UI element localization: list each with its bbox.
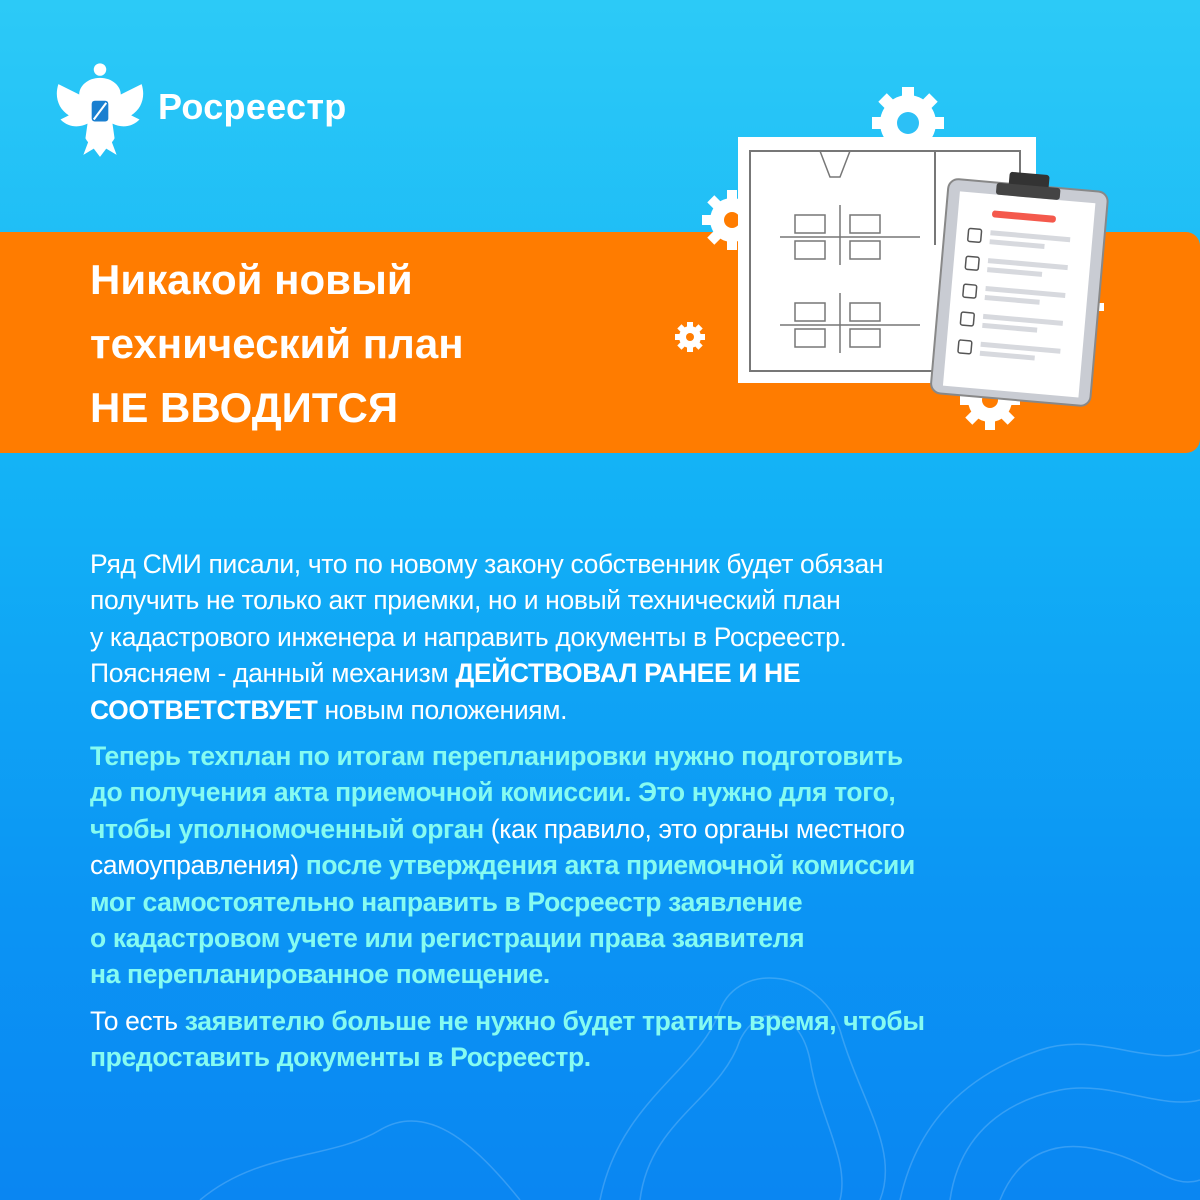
- text-line: [90, 847, 1130, 883]
- text-segment: Поясняем - данный механизм: [90, 658, 456, 689]
- text-line: [90, 692, 1130, 728]
- text-line: до получения акта приемочной комиссии. Это нужно для того,: [90, 777, 896, 808]
- text-line: у кадастрового инженера и направить документы в Росреестр.: [90, 621, 847, 652]
- text-line: получить не только акт приемки, но и новый технический план: [90, 585, 841, 616]
- highlight-segment: заявителю больше не нужно будет тратить время, чтобы: [184, 1005, 925, 1036]
- bold-segment: СООТВЕТСТВУЕТ: [90, 694, 318, 725]
- text-line: на перепланированное помещение.: [90, 959, 550, 990]
- text-segment: (как правило, это органы местного: [483, 813, 905, 844]
- floor-plan-illustration: [670, 85, 1120, 435]
- headline-line: технический план: [90, 320, 464, 367]
- text-line: [90, 811, 1130, 847]
- paragraph-1: [90, 546, 1130, 728]
- text-segment: самоуправления): [90, 850, 299, 881]
- headline: [90, 248, 464, 440]
- paragraph-2: [90, 738, 1130, 993]
- paragraph-3: [90, 1003, 1130, 1076]
- headline-line: НЕ ВВОДИТСЯ: [90, 384, 399, 431]
- text-line: мог самостоятельно направить в Росреестр заявление: [90, 886, 803, 917]
- headline-line: Никакой новый: [90, 256, 413, 303]
- text-line: о кадастровом учете или регистрации права заявителя: [90, 923, 805, 954]
- text-line: Теперь техплан по итогам перепланировки нужно подготовить: [90, 741, 903, 772]
- bold-segment: ДЕЙСТВОВАЛ РАНЕЕ И НЕ: [455, 658, 801, 689]
- eagle-emblem-icon: [48, 55, 152, 159]
- body-text: [90, 546, 1130, 1086]
- clipboard-icon: [930, 166, 1109, 406]
- text-line: предоставить документы в Росреестр.: [90, 1042, 591, 1073]
- brand-name: Росреестр: [158, 86, 347, 127]
- highlight-segment: чтобы уполномоченный орган: [90, 813, 484, 844]
- text-segment: То есть: [90, 1005, 185, 1036]
- text-line: [90, 655, 1130, 691]
- text-line: Ряд СМИ писали, что по новому закону собственник будет обязан: [90, 549, 884, 579]
- highlight-segment: после утверждения акта приемочной комиссии: [298, 850, 915, 881]
- brand-logo: [48, 55, 347, 159]
- text-segment: новым положениям.: [317, 694, 568, 725]
- text-line: [90, 1003, 1130, 1039]
